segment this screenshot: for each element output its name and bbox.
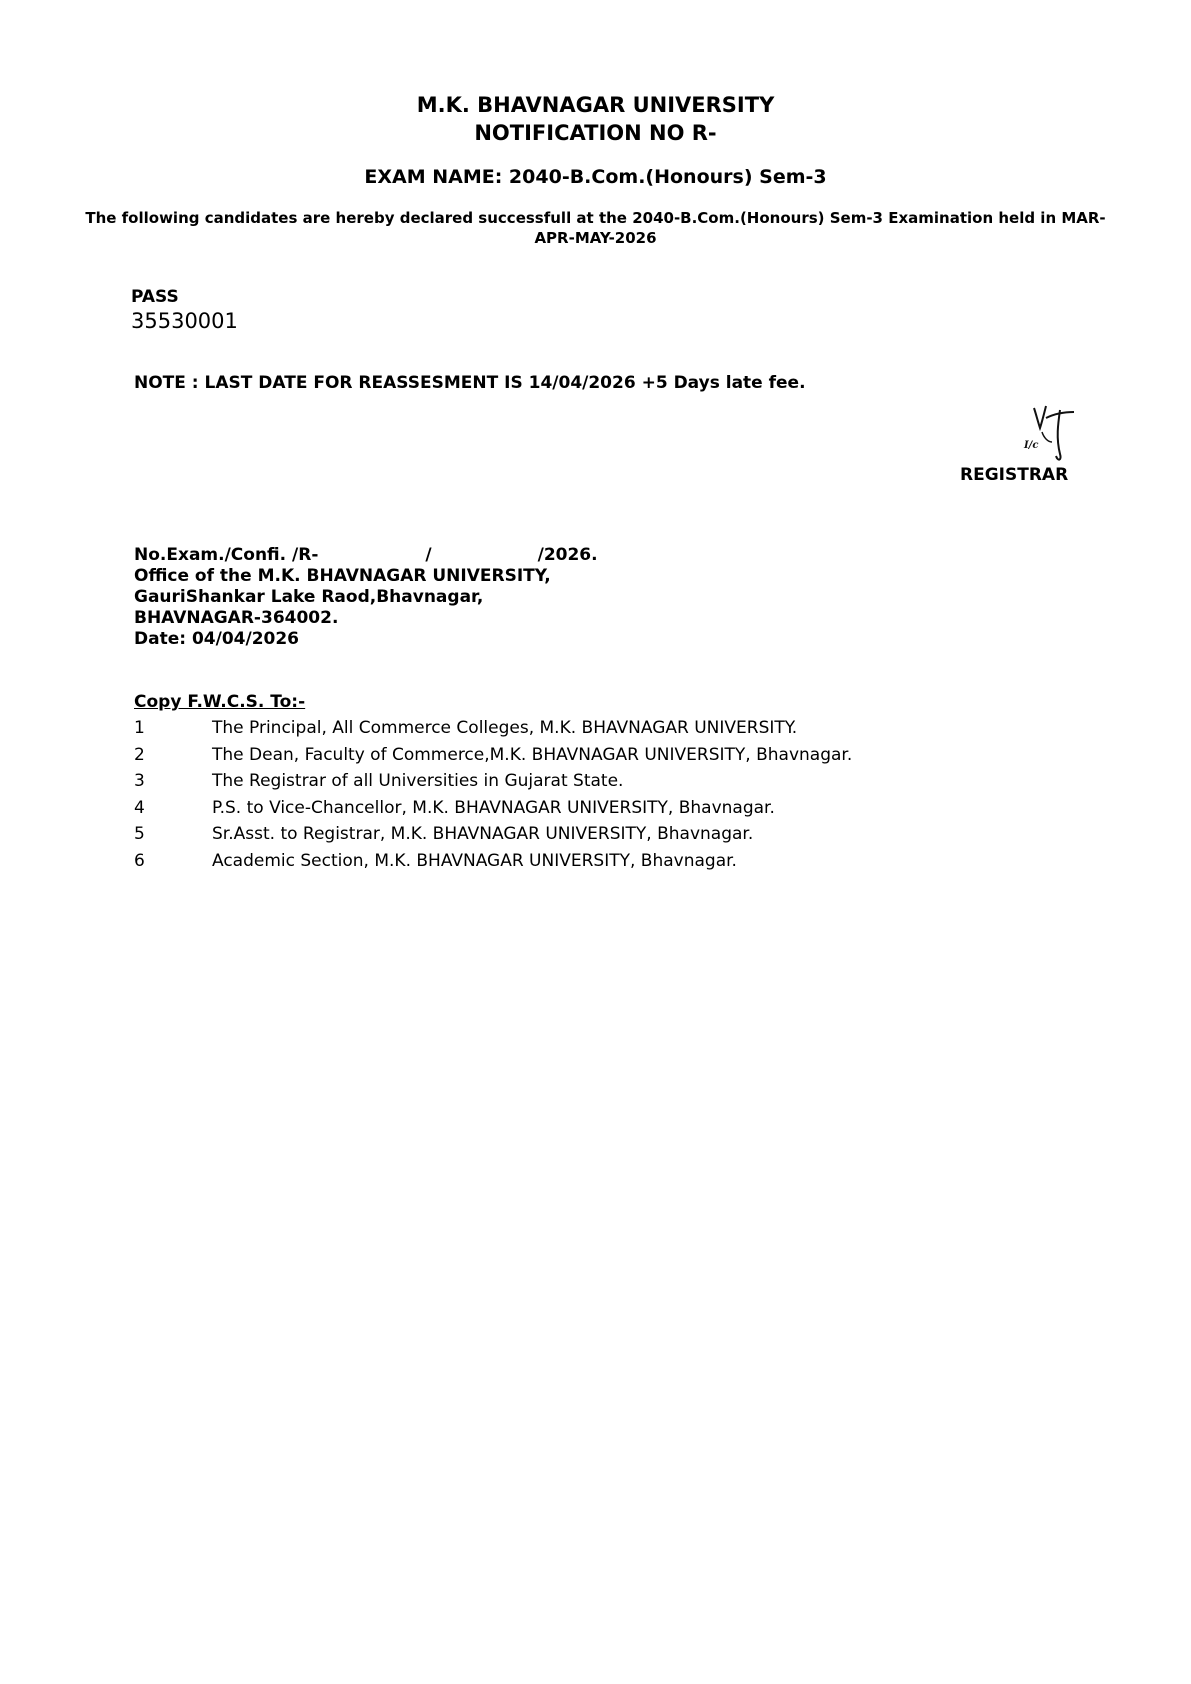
copy-item-text: The Principal, All Commerce Colleges, M.K. BHAVNAGAR UNIVERSITY.: [212, 718, 798, 738]
issue-date: Date: 04/04/2026: [134, 629, 300, 649]
registrar-label: REGISTRAR: [960, 465, 1069, 485]
city-line: BHAVNAGAR-364002.: [134, 608, 339, 628]
reference-slash: /: [425, 545, 432, 565]
reassessment-note: NOTE : LAST DATE FOR REASSESMENT IS 14/04/2026 +5 Days late fee.: [134, 373, 806, 393]
copy-item-text: Academic Section, M.K. BHAVNAGAR UNIVERSITY, Bhavnagar.: [212, 851, 737, 871]
copy-item-number: 2: [134, 745, 145, 765]
reference-prefix: No.Exam./Confi. /R-: [134, 545, 319, 565]
result-label: PASS: [131, 287, 179, 307]
registrar-signature: [1020, 402, 1080, 464]
copy-item-number: 4: [134, 798, 145, 818]
address-line: GauriShankar Lake Raod,Bhavnagar,: [134, 587, 484, 607]
copy-item-text: The Registrar of all Universities in Gujarat State.: [212, 771, 624, 791]
seat-number: 35530001: [131, 309, 238, 333]
signature-initials: I/c: [1024, 440, 1039, 451]
reference-year: /2026.: [537, 545, 598, 565]
notification-title: NOTIFICATION NO R-: [474, 121, 717, 145]
university-title: M.K. BHAVNAGAR UNIVERSITY: [416, 93, 775, 117]
office-line: Office of the M.K. BHAVNAGAR UNIVERSITY,: [134, 566, 551, 586]
declaration-text: The following candidates are hereby declared successfull at the 2040-B.Com.(Honours) Sem-3 Examination held in MAR-APR-MAY-2026: [85, 209, 1106, 247]
reference-number: [134, 545, 598, 565]
copy-item-text: Sr.Asst. to Registrar, M.K. BHAVNAGAR UNIVERSITY, Bhavnagar.: [212, 824, 754, 844]
copy-item-number: 6: [134, 851, 145, 871]
copy-item-number: 5: [134, 824, 145, 844]
copy-item-text: The Dean, Faculty of Commerce,M.K. BHAVNAGAR UNIVERSITY, Bhavnagar.: [212, 745, 853, 765]
copy-item-number: 1: [134, 718, 145, 738]
copy-item-number: 3: [134, 771, 145, 791]
exam-name: EXAM NAME: 2040-B.Com.(Honours) Sem-3: [364, 166, 827, 188]
copy-item-text: P.S. to Vice-Chancellor, M.K. BHAVNAGAR UNIVERSITY, Bhavnagar.: [212, 798, 775, 818]
copy-to-heading: Copy F.W.C.S. To:-: [134, 692, 306, 712]
